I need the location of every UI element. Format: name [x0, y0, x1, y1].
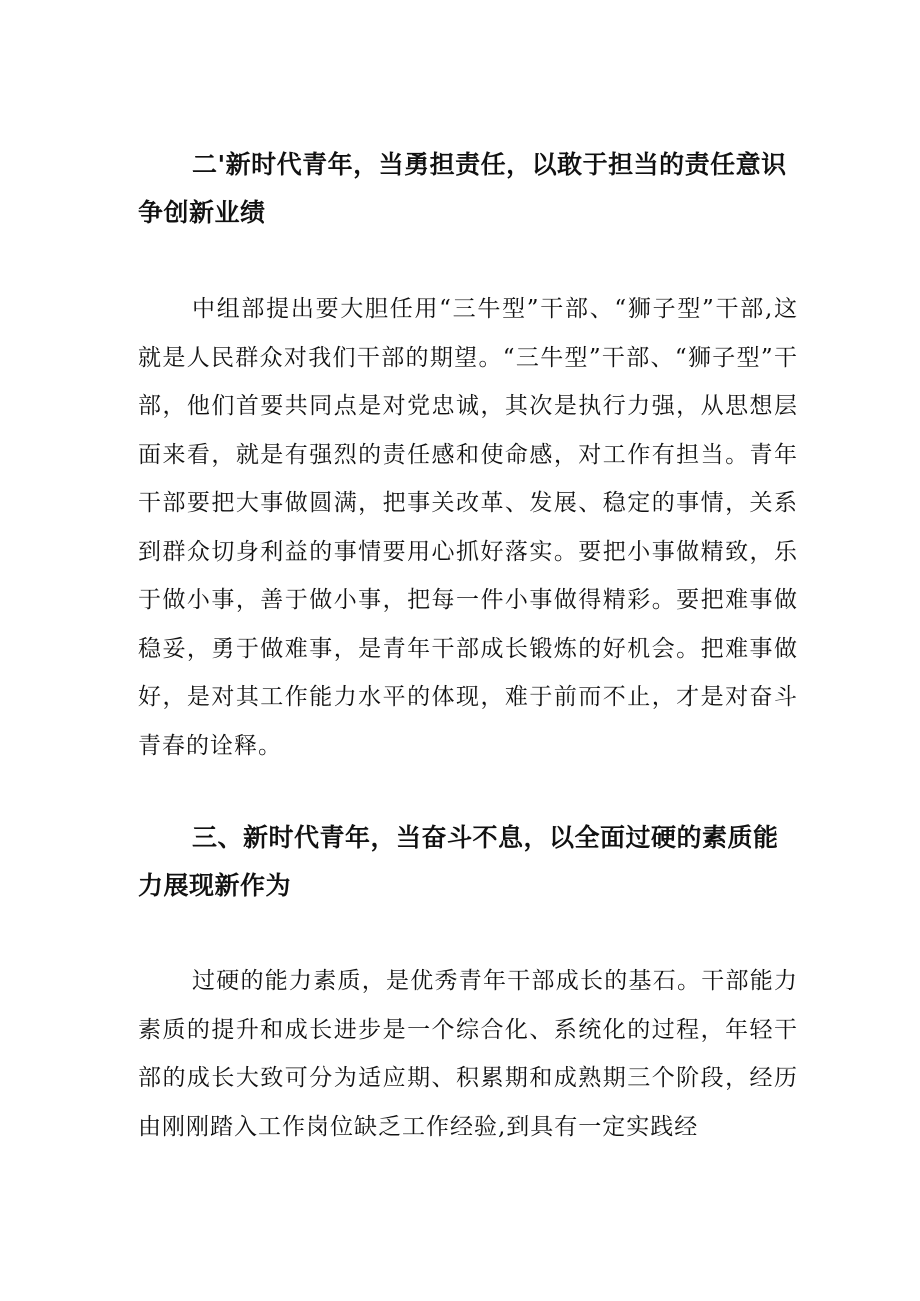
section-three-paragraph: 过硬的能力素质，是优秀青年干部成长的基石。干部能力素质的提升和成长进步是一个综合化、系统化的过程，年轻干部的成长大致可分为适应期、积累期和成熟期三个阶段，经历由刚刚踏入工作岗位缺乏工作经验,到具有一定实践经 [138, 968, 798, 1140]
section-two-paragraph: 中组部提出要大胆任用“三牛型”干部、“狮子型”干部,这就是人民群众对我们干部的期望。“三牛型”干部、“狮子型”干部，他们首要共同点是对党忠诚，其次是执行力强，从思想层面来看，就是有强烈的责任感和使命感，对工作有担当。青年干部要把大事做圆满，把事关改革、发展、稳定的事情，关系到群众切身利益的事情要用心抓好落实。要把小事做精致，乐于做小事，善于做小事，把每一件小事做得精彩。要把难事做稳妥，勇于做难事，是青年干部成长锻炼的好机会。把难事做好，是对其工作能力水平的体现，难于前而不止，才是对奋斗青春的诠释。 [138, 296, 798, 759]
section-two-heading: 二'新时代青年，当勇担责任，以敢于担当的责任意识争创新业绩 [138, 150, 787, 227]
section-three-heading: 三、新时代青年，当奋斗不息，以全面过硬的素质能力展现新作为 [138, 823, 779, 900]
